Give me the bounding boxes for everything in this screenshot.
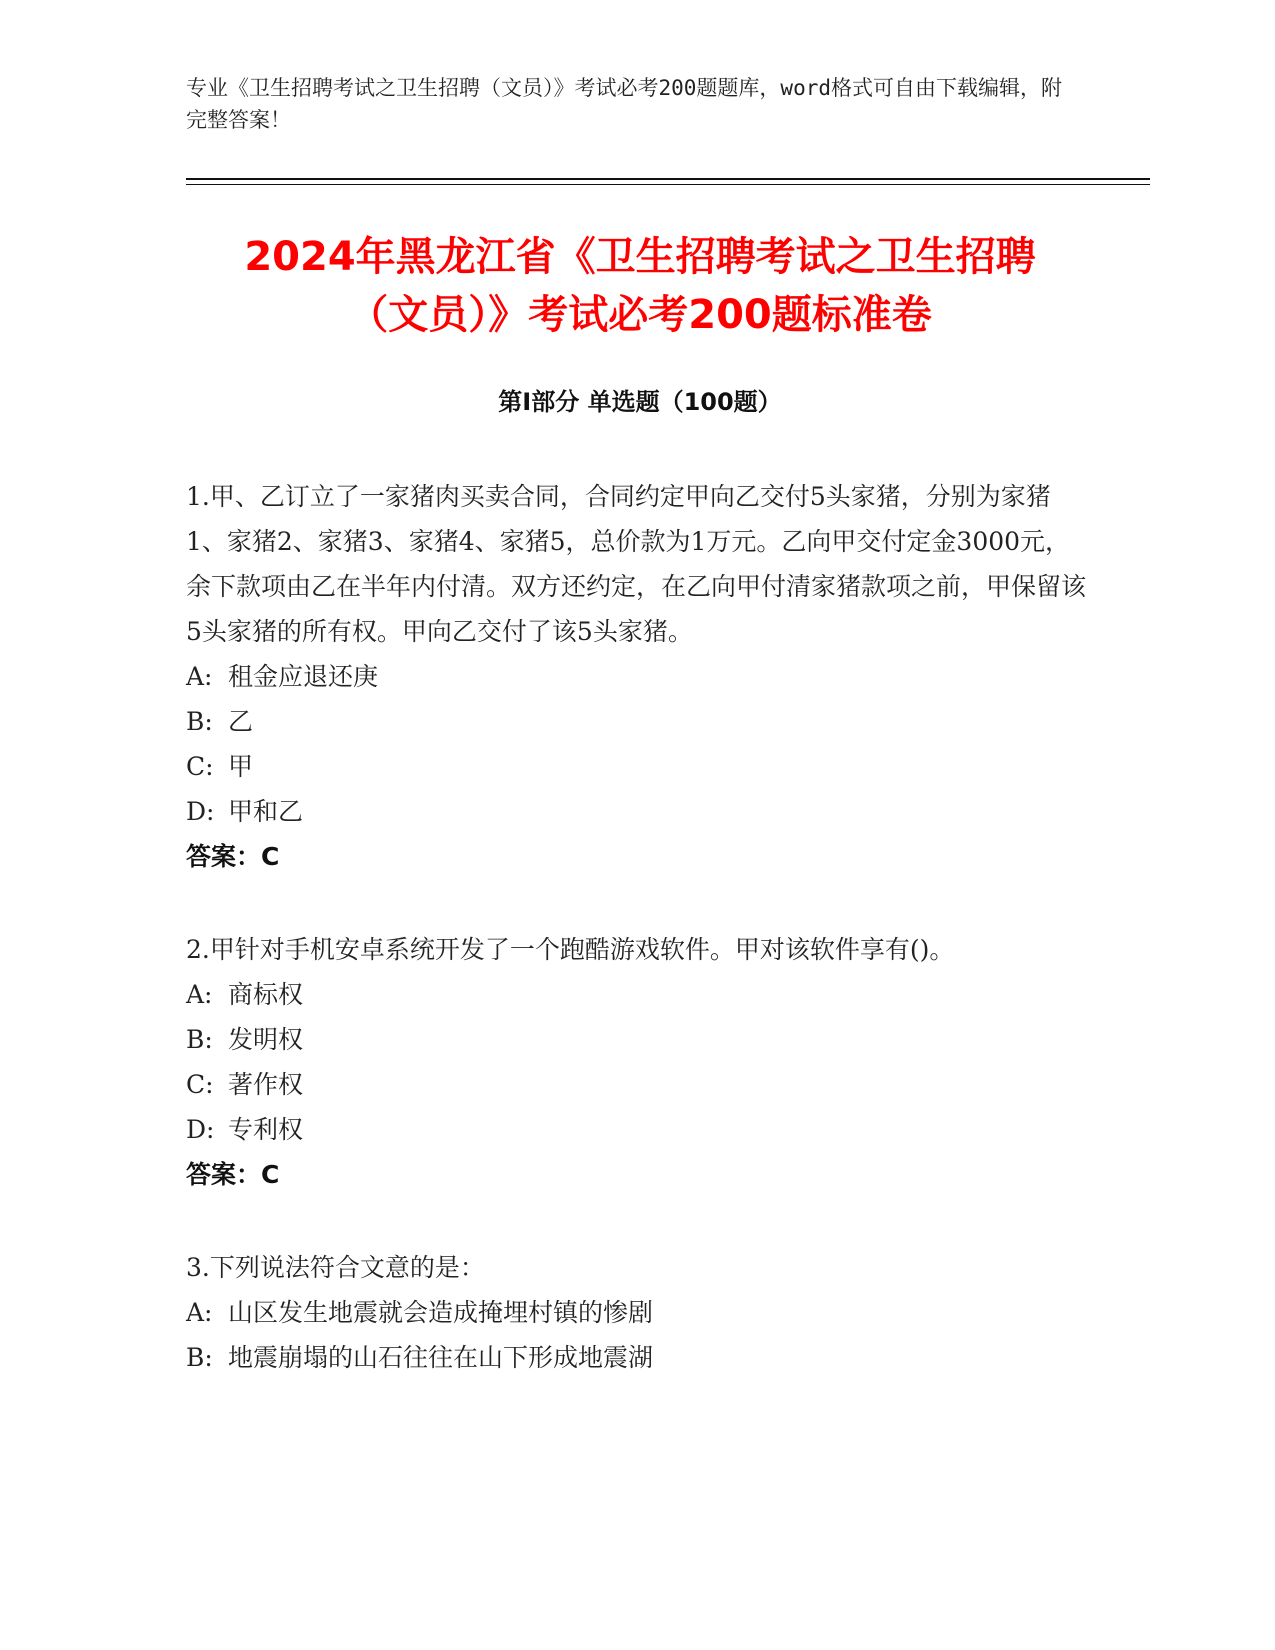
question-stem: 3.下列说法符合文意的是： <box>186 1253 485 1282</box>
option-a <box>186 654 1086 699</box>
question-3 <box>186 1245 1086 1380</box>
option-text: 甲和乙 <box>228 797 304 826</box>
option-letter: B: <box>186 707 213 736</box>
option-text: 专利权 <box>228 1115 304 1144</box>
option-letter: A: <box>186 980 213 1009</box>
question-2 <box>186 927 1086 1197</box>
option-d <box>186 1107 1086 1152</box>
option-a <box>186 972 1086 1017</box>
option-letter: B: <box>186 1025 213 1054</box>
section-title: 第I部分 单选题（100题） <box>498 388 782 416</box>
option-letter: D: <box>186 797 215 826</box>
option-letter: C: <box>186 1070 214 1099</box>
document-title <box>160 228 1120 344</box>
header-note: 专业《卫生招聘考试之卫生招聘（文员）》考试必考200题题库，word格式可自由下载编辑，附完整答案！ <box>186 76 1062 132</box>
option-letter: A: <box>186 662 213 691</box>
option-b <box>186 1335 1086 1380</box>
document-title-line-1: 2024年黑龙江省《卫生招聘考试之卫生招聘 <box>244 234 1036 280</box>
option-d <box>186 789 1086 834</box>
option-letter: D: <box>186 1115 215 1144</box>
option-text: 发明权 <box>228 1025 304 1054</box>
option-letter: C: <box>186 752 214 781</box>
answer-line: 答案：C <box>186 1160 280 1189</box>
option-c <box>186 1062 1086 1107</box>
option-letter: B: <box>186 1343 213 1372</box>
header-divider-thick <box>186 178 1150 180</box>
option-text: 商标权 <box>228 980 304 1009</box>
option-text: 乙 <box>228 707 254 736</box>
option-text: 甲 <box>228 752 254 781</box>
answer-line: 答案：C <box>186 842 280 871</box>
option-b <box>186 1017 1086 1062</box>
option-text: 著作权 <box>228 1070 304 1099</box>
option-text: 租金应退还庚 <box>228 662 379 691</box>
question-stem: 2.甲针对手机安卓系统开发了一个跑酷游戏软件。甲对该软件享有()。 <box>186 935 955 964</box>
header-divider-thin <box>186 184 1150 185</box>
document-title-line-2: （文员）》考试必考200题标准卷 <box>348 292 932 338</box>
option-a <box>186 1290 1086 1335</box>
option-letter: A: <box>186 1298 213 1327</box>
option-c <box>186 744 1086 789</box>
option-b <box>186 699 1086 744</box>
option-text: 地震崩塌的山石往往在山下形成地震湖 <box>228 1343 654 1372</box>
question-1 <box>186 474 1086 879</box>
question-stem: 1.甲、乙订立了一家猪肉买卖合同，合同约定甲向乙交付5头家猪，分别为家猪1、家猪2、家猪3、家猪4、家猪5，总价款为1万元。乙向甲交付定金3000元，余下款项由乙在半年内付清。双方还约定，在乙向甲付清家猪款项之前，甲保留该5头家猪的所有权。甲向乙交付了该5头家猪。 <box>186 482 1087 646</box>
option-text: 山区发生地震就会造成掩埋村镇的惨剧 <box>228 1298 654 1327</box>
question-list <box>186 474 1086 1428</box>
